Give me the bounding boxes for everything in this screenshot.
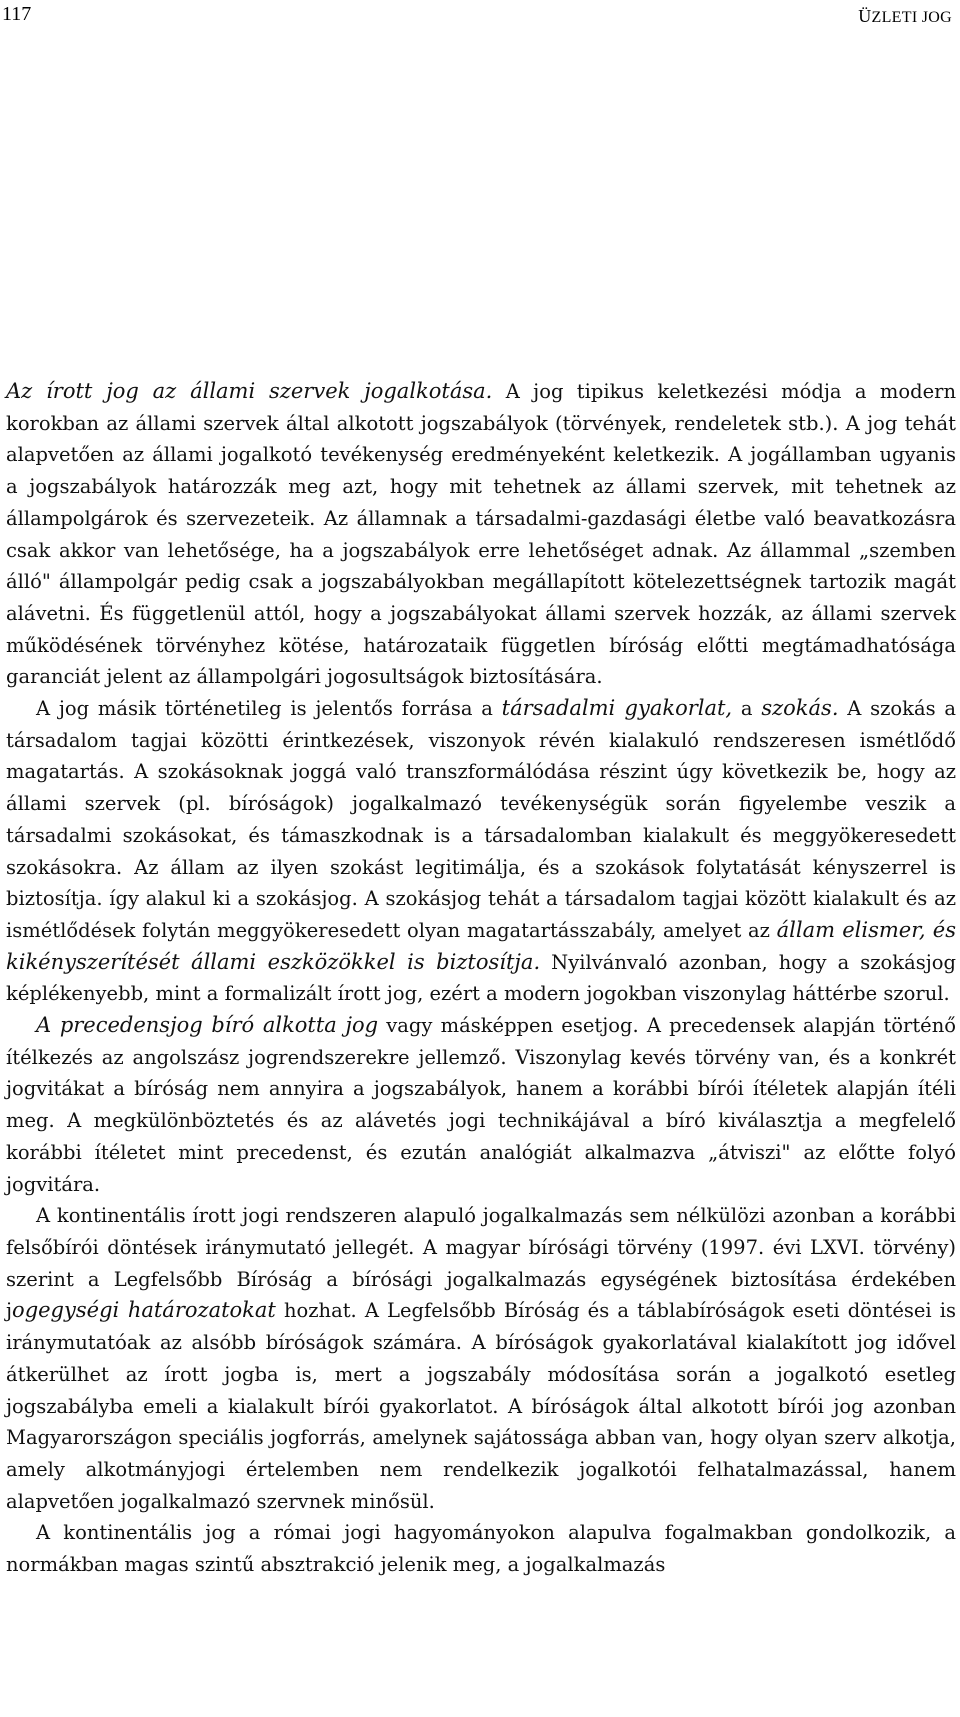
- paragraph-written-law: [6, 376, 956, 693]
- text-segment: A kontinentális jog a római jogi hagyományokon alapulva fogalmakban gondolkozik, a normákban magas szintű absztrakció jelenik meg, a jogalkalmazás: [6, 1521, 956, 1577]
- page-number: 117: [2, 3, 32, 25]
- paragraph-continental-case-law: [6, 1200, 956, 1517]
- text-segment: ogegységi határozatokat: [12, 1298, 276, 1323]
- text-segment: a: [732, 697, 762, 721]
- running-head: [858, 6, 952, 27]
- text-segment: Az írott jog az állami szervek jogalkotása.: [6, 379, 493, 403]
- text-segment: állam elismer, és kikényszerítését állami eszközökkel is biztosítja.: [6, 917, 956, 974]
- body-text: [6, 376, 956, 1581]
- paragraph-continental-law: [6, 1517, 956, 1580]
- text-segment: A jog tipikus keletkezési módja a modern korokban az állami szervek által alkotott jogszabályok (törvények, rendeletek stb.). A jog tehát alapvetően az állami jogalkotó tevékenység eredményeként keletkezik. A jogállamban ugyanis a jogszabályok határozzák meg azt, hogy mit tehetnek az állami szervek, mit tehetnek az állampolgárok és szervezeteik. Az államnak a társadalmi-gazdasági életbe való beavatkozásra csak akkor van lehetősége, ha a jogszabályok erre lehetőséget adnak. Az állammal „szemben álló" állampolgár pedig csak a jogszabályokban megállapított kötelezettségnek tartozik magát alávetni. És függetlenül attól, hogy a jogszabályokat állami szervek hozzák, az állami szervek működésének törvényhez kötése, határozataik független bíróság előtti megtámadhatósága garanciát jelent az állampolgári jogosultságok biztosítására.: [6, 380, 956, 689]
- page-header: [0, 0, 960, 40]
- text-segment: Nyilvánvaló azonban, hogy a szokásjog képlékenyebb, mint a formalizált írott jog, ezért a modern jogokban viszonylag háttérbe szorul.: [6, 950, 956, 1006]
- text-segment: A szokás a társadalom tagjai közötti érintkezések, viszonyok révén kialakuló rendszeresen ismétlődő magatartás. A szokásoknak joggá való transzformálódása részint úgy következik be, hogy az állami szervek (pl. bíróságok) jogalkalmazó tevékenységük során figyelembe veszik a társadalmi szokásokat, és támaszkodnak is a társadalomban kialakult és meggyökeresedett szokásokra. Az állam az ilyen szokást legitimálja, és a szokások folytatását kényszerrel is biztosítja. így alakul ki a szokásjog. A szokásjog tehát a társadalom tagjai között kialakult és az ismétlődések folytán meggyökeresedett olyan magatartásszabály, amelyet az: [6, 697, 957, 942]
- text-segment: A kontinentális írott jogi rendszeren alapuló jogalkalmazás sem nélkülözi azonban a korábbi felsőbírói döntések iránymutató jellegét. A magyar bírósági törvény (1997. évi LXVI. törvény) szerint a Legfelsőbb Bíróság a bírósági jogalkalmazás egységének biztosítása érdekében j: [6, 1204, 956, 1323]
- text-segment: vagy másképpen esetjog. A precedensek alapján történő ítélkezés az angolszász jogrendszerekre jellemző. Viszonylag kevés törvény van, és a konkrét jogvitákat a bíróság nem annyira a jogszabályok, hanem a korábbi bírói ítéletek alapján ítéli meg. A megkülönböztetés és az alávetés jogi technikájával a bíró kiválasztja a megfelelő korábbi ítéletet mint precedenst, és ezután analógiát alkalmazva „átviszi" az előtte folyó jogvitára.: [6, 1014, 956, 1196]
- text-segment: A jog másik történetileg is jelentős forrása a: [36, 697, 502, 721]
- paragraph-customary-law: [6, 693, 956, 1010]
- text-segment: A precedensjog bíró alkotta jog: [36, 1013, 379, 1038]
- text-segment: szokás.: [761, 696, 839, 721]
- running-head-rest: ZLETI JOG: [871, 9, 952, 26]
- running-head-initial: Ü: [858, 6, 872, 26]
- text-segment: hozhat. A Legfelsőbb Bíróság és a táblabíróságok eseti döntései is iránymutatóak az alsóbb bíróságok számára. A bíróságok gyakorlatával kialakított jog idővel átkerülhet az írott jogba is, mert a jogszabály módosítása során a jogalkotó esetleg jogszabályba emeli a kialakult bírói gyakorlatot. A bíróságok által alkotott bírói jog azonban Magyarországon speciális jogforrás, amelynek sajátossága abban van, hogy olyan szerv alkotja, amely alkotmányjogi értelemben nem rendelkezik jogalkotói felhatalmazással, hanem alapvetően jogalkalmazó szervnek minősül.: [6, 1299, 956, 1513]
- paragraph-precedent-law: [6, 1010, 956, 1200]
- text-segment: társadalmi gyakorlat,: [501, 696, 733, 721]
